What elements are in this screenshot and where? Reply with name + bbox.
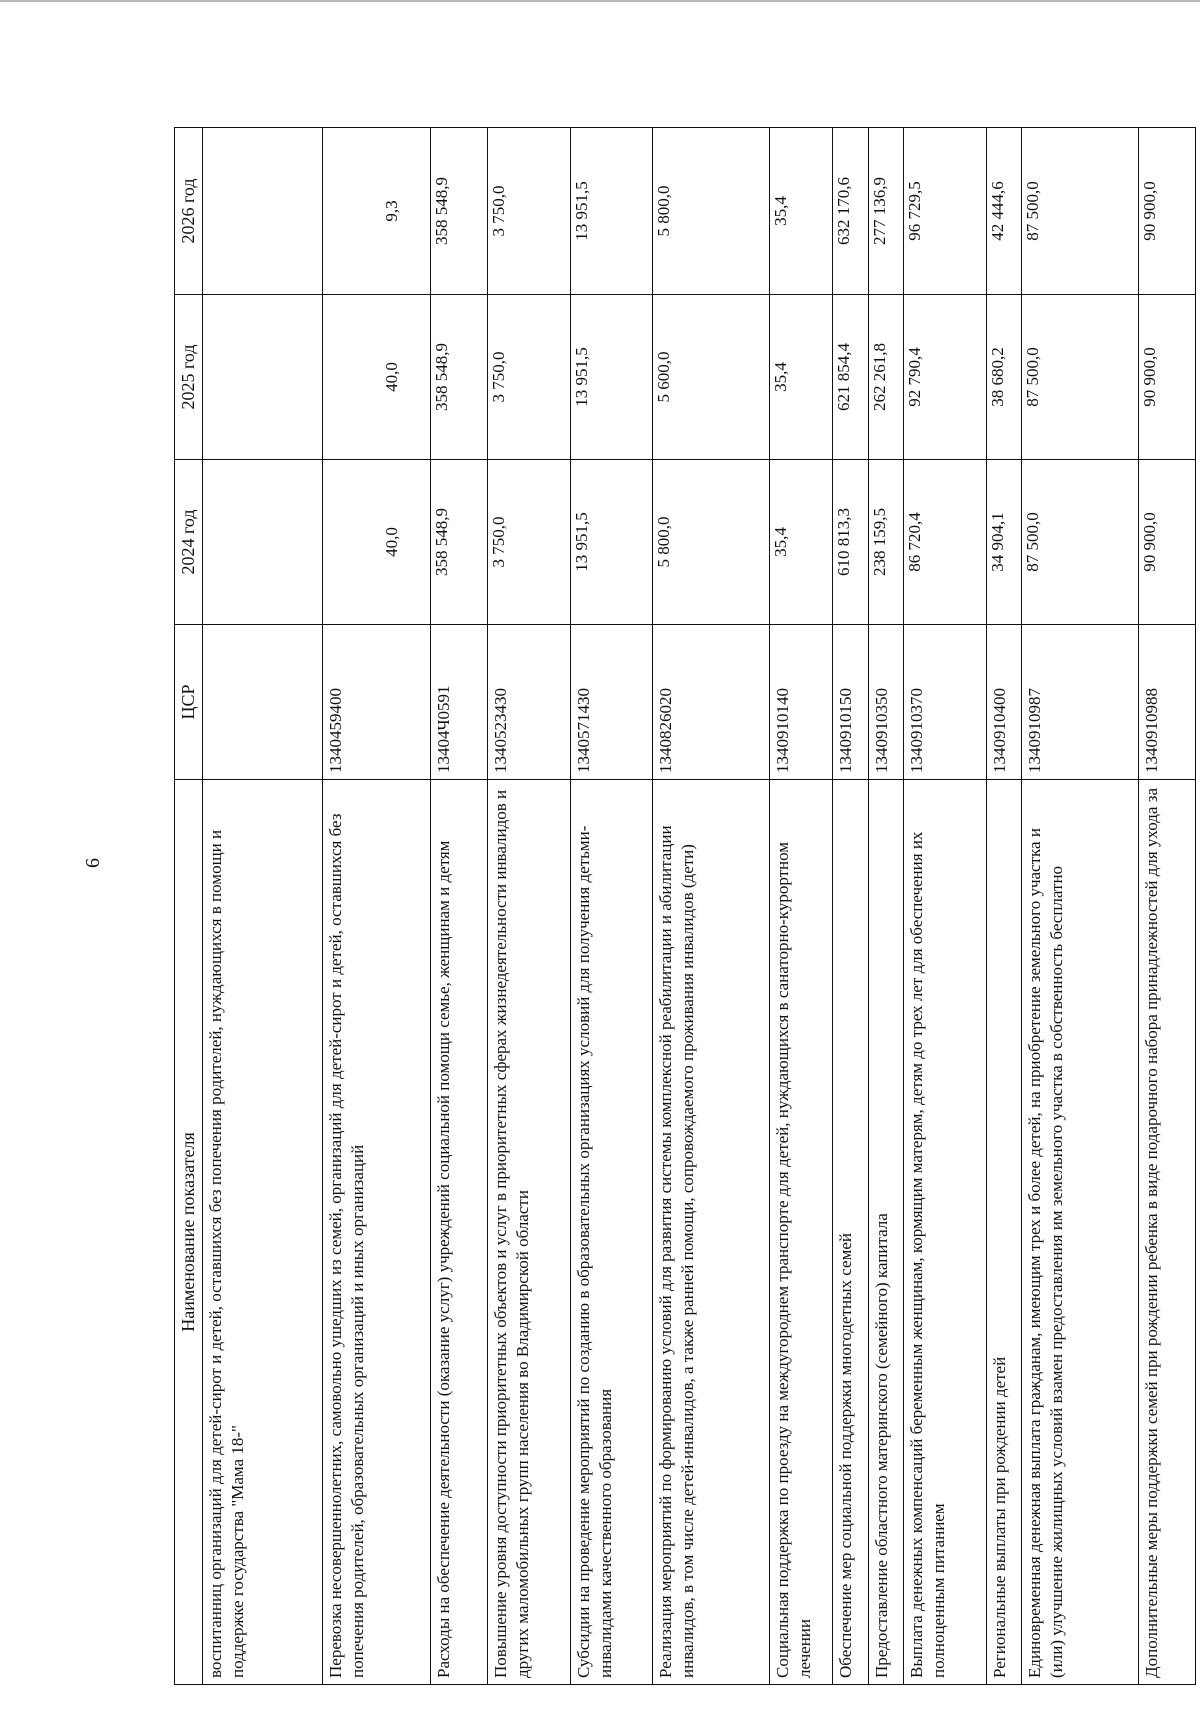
row-code: 1340910987 xyxy=(1021,625,1138,780)
header-code: ЦСР xyxy=(175,625,203,780)
row-2025: 358 548,9 xyxy=(430,295,487,460)
row-2026: 632 170,6 xyxy=(833,128,868,295)
row-2026 xyxy=(203,128,322,295)
header-2026: 2026 год xyxy=(175,128,203,295)
row-2026: 358 548,9 xyxy=(430,128,487,295)
row-code: 1340910140 xyxy=(769,625,833,780)
row-2024: 238 159,5 xyxy=(868,460,903,625)
row-code: 1340523430 xyxy=(487,625,570,780)
row-code: 1340826020 xyxy=(652,625,769,780)
row-name: Социальная поддержка по проезду на междугороднем транспорте для детей, нуждающихся в санаторно-курортном лечении xyxy=(769,780,833,1685)
header-name: Наименование показателя xyxy=(175,780,203,1685)
row-code: 13404Ч0591 xyxy=(430,625,487,780)
row-name: Единовременная денежная выплата гражданам, имеющим трех и более детей, на приобретение земельного участка и (или) улучшение жилищных условий взамен предоставления им земельного участка в собственность бесплатно xyxy=(1021,780,1138,1685)
row-name: Предоставление областного материнского (семейного) капитала xyxy=(868,780,903,1685)
row-2024: 3 750,0 xyxy=(487,460,570,625)
row-2026: 13 951,5 xyxy=(570,128,652,295)
table-row xyxy=(570,128,652,1685)
row-2025: 3 750,0 xyxy=(487,295,570,460)
row-name: Дополнительные меры поддержки семей при рождении ребенка в виде подарочного набора принадлежностей для ухода за xyxy=(1138,780,1195,1685)
table-row xyxy=(487,128,570,1685)
header-2025: 2025 год xyxy=(175,295,203,460)
row-2025 xyxy=(203,295,322,460)
row-2026: 277 136,9 xyxy=(868,128,903,295)
table-row xyxy=(868,128,903,1685)
row-code: 1340910400 xyxy=(986,625,1021,780)
row-name: воспитанниц организаций для детей-сирот и детей, оставшихся без попечения родителей, нуждающихся в помощи и поддержке государства "Мама 18-" xyxy=(203,780,322,1685)
row-name: Расходы на обеспечение деятельности (оказание услуг) учреждений социальной помощи семье, женщинам и детям xyxy=(430,780,487,1685)
row-2024: 34 904,1 xyxy=(986,460,1021,625)
row-2024: 35,4 xyxy=(769,460,833,625)
table-row xyxy=(986,128,1021,1685)
row-2024: 40,0 xyxy=(322,460,430,625)
row-2026: 9,3 xyxy=(322,128,430,295)
row-2025: 90 900,0 xyxy=(1138,295,1195,460)
row-name: Субсидии на проведение мероприятий по созданию в образовательных организациях условий для получения детьми-инвалидами качественного образования xyxy=(570,780,652,1685)
page-top-border xyxy=(0,0,1200,2)
table-row xyxy=(322,128,430,1685)
row-2024: 90 900,0 xyxy=(1138,460,1195,625)
row-2025: 40,0 xyxy=(322,295,430,460)
table-row xyxy=(203,128,322,1685)
table-row xyxy=(903,128,986,1685)
row-2026: 42 444,6 xyxy=(986,128,1021,295)
table-row xyxy=(430,128,487,1685)
header-2024: 2024 год xyxy=(175,460,203,625)
row-2024: 86 720,4 xyxy=(903,460,986,625)
row-2025: 35,4 xyxy=(769,295,833,460)
row-code xyxy=(203,625,322,780)
row-code: 1340910370 xyxy=(903,625,986,780)
budget-table xyxy=(174,127,1196,1685)
row-2024: 610 813,3 xyxy=(833,460,868,625)
row-2025: 92 790,4 xyxy=(903,295,986,460)
row-2024: 5 800,0 xyxy=(652,460,769,625)
row-name: Реализация мероприятий по формированию условий для развития системы комплексной реабилитации и абилитации инвалидов, в том числе детей-инвалидов, а также ранней помощи, сопровождаемого проживания инвалидов (дети) xyxy=(652,780,769,1685)
table-row xyxy=(652,128,769,1685)
row-2026: 35,4 xyxy=(769,128,833,295)
row-2026: 90 900,0 xyxy=(1138,128,1195,295)
row-code: 1340571430 xyxy=(570,625,652,780)
table-row xyxy=(1138,128,1195,1685)
row-name: Перевозка несовершеннолетних, самовольно ушедших из семей, организаций для детей-сирот и детей, оставшихся без попечения родителей, образовательных организаций и иных организаций xyxy=(322,780,430,1685)
table-row xyxy=(769,128,833,1685)
table-header-row xyxy=(175,128,203,1685)
row-2025: 5 600,0 xyxy=(652,295,769,460)
row-name: Региональные выплаты при рождении детей xyxy=(986,780,1021,1685)
row-2026: 3 750,0 xyxy=(487,128,570,295)
row-2024 xyxy=(203,460,322,625)
row-2026: 5 800,0 xyxy=(652,128,769,295)
row-name: Обеспечение мер социальной поддержки многодетных семей xyxy=(833,780,868,1685)
row-2025: 13 951,5 xyxy=(570,295,652,460)
row-2025: 262 261,8 xyxy=(868,295,903,460)
row-2026: 96 729,5 xyxy=(903,128,986,295)
rotated-table-wrapper xyxy=(174,128,1196,1685)
row-2024: 87 500,0 xyxy=(1021,460,1138,625)
row-code: 1340910350 xyxy=(868,625,903,780)
row-2025: 87 500,0 xyxy=(1021,295,1138,460)
table-row xyxy=(833,128,868,1685)
row-2025: 621 854,4 xyxy=(833,295,868,460)
table-row xyxy=(1021,128,1138,1685)
row-2025: 38 680,2 xyxy=(986,295,1021,460)
row-2024: 358 548,9 xyxy=(430,460,487,625)
row-code: 1340910988 xyxy=(1138,625,1195,780)
row-code: 1340459400 xyxy=(322,625,430,780)
row-name: Повышение уровня доступности приоритетных объектов и услуг в приоритетных сферах жизнедеятельности инвалидов и других маломобильных групп населения во Владимирской области xyxy=(487,780,570,1685)
row-2024: 13 951,5 xyxy=(570,460,652,625)
page-number: 6 xyxy=(82,858,104,868)
row-code: 1340910150 xyxy=(833,625,868,780)
row-name: Выплата денежных компенсаций беременным женщинам, кормящим матерям, детям до трех лет для обеспечения их полноценным питанием xyxy=(903,780,986,1685)
row-2026: 87 500,0 xyxy=(1021,128,1138,295)
